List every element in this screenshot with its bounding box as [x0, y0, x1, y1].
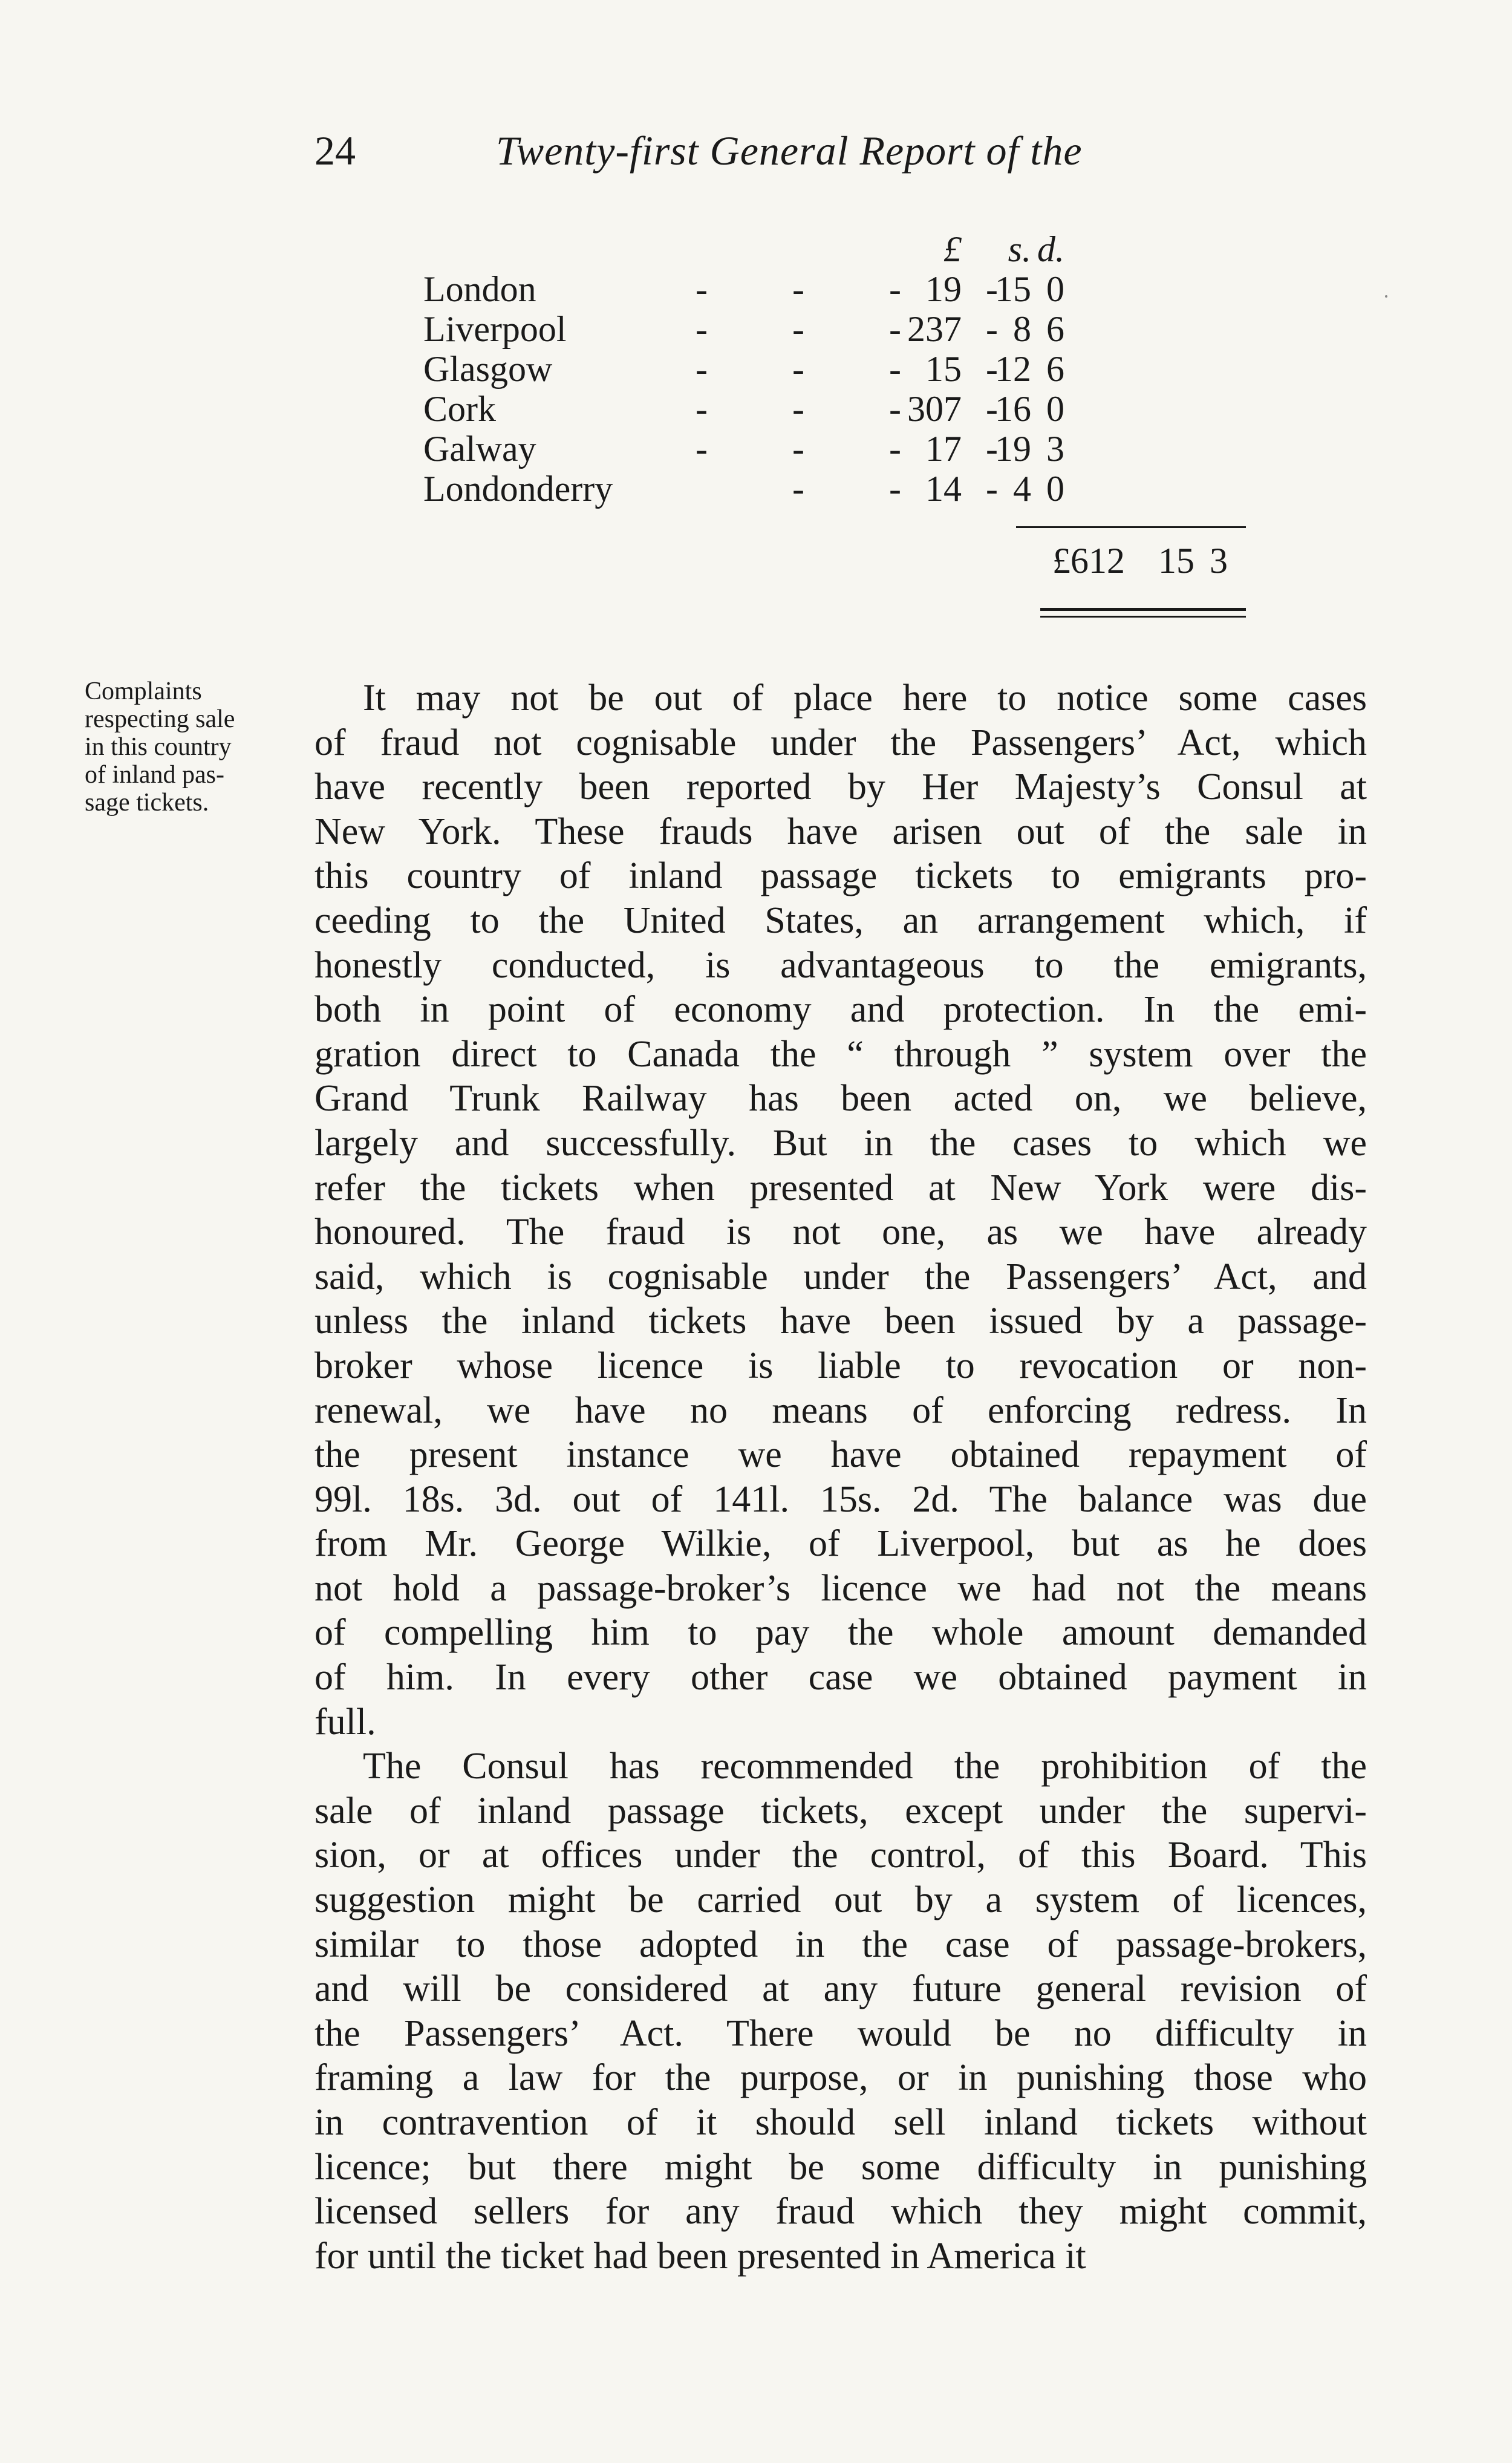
row-pence: 6 [1046, 349, 1064, 389]
table-row [423, 348, 1270, 388]
leader-dash: - [696, 309, 708, 349]
body-line: licensed sellers for any fraud which they might commit, [314, 2191, 1367, 2233]
leader-dash: - [792, 349, 804, 389]
unit-shillings: s. [1008, 229, 1031, 269]
leader-dash: - [889, 469, 901, 509]
body-line: similar to those adopted in the case of passage-brokers, [314, 1923, 1367, 1965]
body-line: the Passengers’ Act. There would be no difficulty in [314, 2012, 1367, 2054]
leader-dash: - [889, 269, 901, 309]
leader-dash: - [889, 389, 901, 429]
row-shillings: 15 [995, 269, 1031, 309]
row-shillings: 16 [995, 389, 1031, 429]
row-shillings: 4 [1013, 469, 1031, 509]
leader-dash: - [792, 309, 804, 349]
row-pounds: 17 [925, 429, 962, 469]
body-line: from Mr. George Wilkie, of Liverpool, but as he does [314, 1523, 1367, 1565]
leader-dash: - [986, 309, 998, 349]
row-pence: 0 [1046, 269, 1064, 309]
sum-rule [1016, 526, 1246, 528]
row-pounds: 14 [925, 469, 962, 509]
leader-dash: - [792, 389, 804, 429]
margin-note-line: Complaints [85, 677, 202, 705]
page-number: 24 [314, 128, 356, 174]
row-place: Galway [423, 429, 536, 469]
row-pence: 6 [1046, 309, 1064, 349]
body-line: ceeding to the United States, an arrangement which, if [314, 899, 1367, 941]
row-pence: 0 [1046, 389, 1064, 429]
body-line: for until the ticket had been presented in America it [314, 2235, 1086, 2277]
leader-dash: - [792, 429, 804, 469]
speck-mark [1385, 295, 1387, 298]
body-line: 99l. 18s. 3d. out of 141l. 15s. 2d. The balance was due [314, 1478, 1367, 1520]
leader-dash: - [696, 349, 708, 389]
leader-dash: - [889, 429, 901, 469]
running-title: Twenty-first General Report of the [496, 128, 1083, 174]
row-pounds: 19 [925, 269, 962, 309]
row-place: Liverpool [423, 309, 567, 349]
total-shillings: 15 [1158, 541, 1194, 581]
row-place: London [423, 269, 536, 309]
body-line: the present instance we have obtained repayment of [314, 1434, 1367, 1476]
body-line: honoured. The fraud is not one, as we have already [314, 1212, 1367, 1253]
row-pence: 0 [1046, 469, 1064, 509]
leader-dash: - [986, 429, 998, 469]
body-line: New York. These frauds have arisen out of the sale in [314, 811, 1367, 852]
leader-dash: - [889, 349, 901, 389]
body-line: It may not be out of place here to notice some cases [363, 677, 1367, 719]
leader-dash: - [986, 269, 998, 309]
body-line: Grand Trunk Railway has been acted on, we believe, [314, 1078, 1367, 1120]
body-line: sion, or at offices under the control, of this Board. This [314, 1835, 1367, 1876]
body-line: of compelling him to pay the whole amount demanded [314, 1612, 1367, 1654]
row-shillings: 19 [995, 429, 1031, 469]
body-line: full. [314, 1701, 376, 1743]
body-line: this country of inland passage tickets to emigrants pro- [314, 855, 1367, 897]
margin-note-line: of inland pas- [85, 761, 224, 789]
row-shillings: 12 [995, 349, 1031, 389]
leader-dash: - [696, 389, 708, 429]
table-units-row [423, 229, 1270, 269]
total-pounds: £612 [1052, 541, 1125, 581]
unit-pounds: £ [943, 229, 962, 269]
leader-dash: - [986, 389, 998, 429]
body-line: in contravention of it should sell inland tickets without [314, 2102, 1367, 2143]
row-pence: 3 [1046, 429, 1064, 469]
row-place: Londonderry [423, 469, 613, 509]
body-line: refer the tickets when presented at New York were dis- [314, 1167, 1367, 1209]
leader-dash: - [792, 269, 804, 309]
table-row [423, 308, 1270, 348]
margin-note [85, 677, 302, 817]
table-body [423, 269, 1270, 508]
leader-dash: - [792, 469, 804, 509]
row-pounds: 237 [907, 309, 962, 349]
margin-note-line: in this country [85, 733, 232, 761]
body-line: sale of inland passage tickets, except under the supervi- [314, 1790, 1367, 1832]
row-pounds: 15 [925, 349, 962, 389]
body-line: broker whose licence is liable to revocation or non- [314, 1345, 1367, 1386]
unit-pence: d. [1037, 229, 1064, 269]
body-text [314, 676, 1367, 2279]
body-line: have recently been reported by Her Majesty’s Consul at [314, 766, 1367, 808]
row-shillings: 8 [1013, 309, 1031, 349]
accounts-table [423, 229, 1270, 508]
table-row [423, 388, 1270, 428]
body-line: said, which is cognisable under the Passengers’ Act, and [314, 1256, 1367, 1297]
table-row [423, 468, 1270, 508]
double-rule-top [1040, 608, 1246, 611]
row-place: Cork [423, 389, 496, 429]
body-line: renewal, we have no means of enforcing redress. In [314, 1389, 1367, 1431]
page-header [314, 127, 1367, 188]
leader-dash: - [889, 309, 901, 349]
row-pounds: 307 [907, 389, 962, 429]
body-line: The Consul has recommended the prohibition of the [363, 1746, 1367, 1787]
body-line: and will be considered at any future general revision of [314, 1968, 1367, 2010]
body-line: unless the inland tickets have been issued by a passage- [314, 1300, 1367, 1342]
body-line: not hold a passage-broker’s licence we had not the means [314, 1567, 1367, 1609]
leader-dash: - [986, 469, 998, 509]
body-line: gration direct to Canada the “ through ” system over the [314, 1033, 1367, 1075]
margin-note-line: respecting sale [85, 705, 235, 733]
table-total-row [1016, 540, 1246, 582]
body-line: largely and successfully. But in the cases to which we [314, 1122, 1367, 1164]
leader-dash: - [696, 429, 708, 469]
body-line: honestly conducted, is advantageous to the emigrants, [314, 944, 1367, 986]
body-line: licence; but there might be some difficulty in punishing [314, 2146, 1367, 2188]
table-row [423, 269, 1270, 308]
margin-note-line: sage tickets. [85, 789, 209, 817]
body-line: of fraud not cognisable under the Passengers’ Act, which [314, 722, 1367, 763]
body-line: suggestion might be carried out by a system of licences, [314, 1879, 1367, 1921]
body-line: of him. In every other case we obtained payment in [314, 1657, 1367, 1698]
leader-dash: - [986, 349, 998, 389]
double-rule-bottom [1040, 616, 1246, 618]
body-line: framing a law for the purpose, or in punishing those who [314, 2057, 1367, 2099]
table-row [423, 428, 1270, 468]
row-place: Glasgow [423, 349, 553, 389]
leader-dash: - [696, 269, 708, 309]
total-pence: 3 [1210, 541, 1228, 581]
body-line: both in point of economy and protection. In the emi- [314, 989, 1367, 1031]
